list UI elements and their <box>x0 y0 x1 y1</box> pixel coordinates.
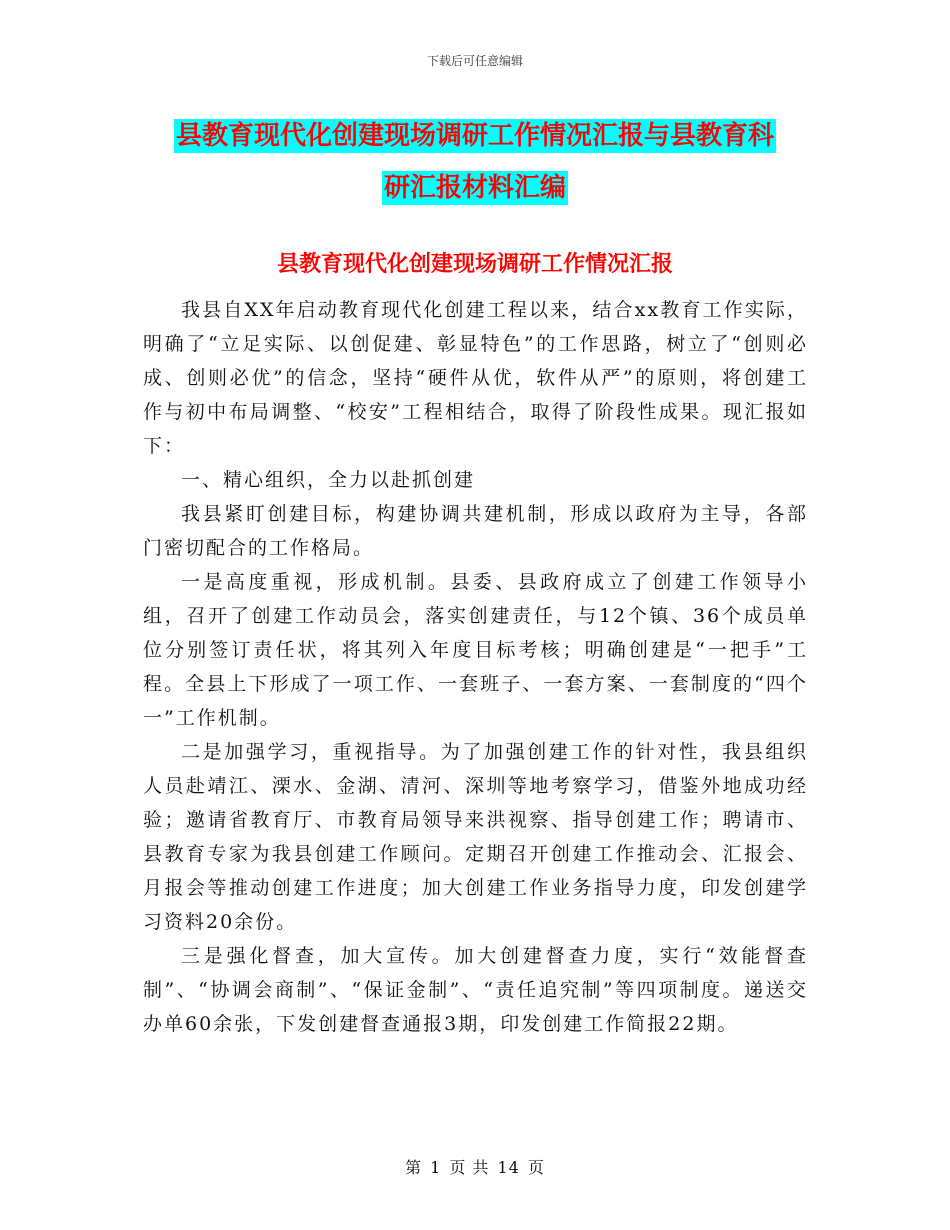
section-title: 县教育现代化创建现场调研工作情况汇报 <box>276 251 673 277</box>
paragraph: 一、精心组织，全力以赴抓创建 <box>181 469 476 491</box>
paragraph: 二是加强学习，重视指导。为了加强创建工作的针对性，我县组织人员赴靖江、溧水、金湖、清河、深圳等地考察学习，借鉴外地成功经验；邀请省教育厅、市教育局领导来洪视察、指导创建工作；聘请市、县教育专家为我县创建工作顾问。定期召开创建工作推动会、汇报会、月报会等推动创建工作进度；加大创建工作业务指导力度，印发创建学习资料20余份。 <box>143 741 808 933</box>
body-text <box>143 293 808 1041</box>
footer-prefix: 第 <box>405 1158 423 1177</box>
paragraph: 一是高度重视，形成机制。县委、县政府成立了创建工作领导小组，召开了创建工作动员会，落实创建责任，与12个镇、36个成员单位分别签订责任状，将其列入年度目标考核；明确创建是“一把手”工程。全县上下形成了一项工作、一套班子、一套方案、一套制度的“四个一”工作机制。 <box>143 571 808 729</box>
footer-total-pages: 14 <box>497 1158 520 1177</box>
header-note: 下载后可任意编辑 <box>426 54 523 68</box>
footer-page-number: 1 <box>430 1158 442 1177</box>
footer-middle: 页 共 <box>449 1158 490 1177</box>
main-title-line2: 研汇报材料汇编 <box>383 173 566 203</box>
paragraph: 我县紧盯创建目标，构建协调共建机制，形成以政府为主导，各部门密切配合的工作格局。 <box>143 503 808 559</box>
main-title <box>140 110 810 214</box>
page-footer <box>0 1155 950 1178</box>
footer-suffix: 页 <box>527 1158 545 1177</box>
paragraph: 我县自XX年启动教育现代化创建工程以来，结合xx教育工作实际，明确了“立足实际、以创促建、彰显特色”的工作思路，树立了“创则必成、创则必优”的信念，坚持“硬件从优，软件从严”的原则，将创建工作与初中布局调整、“校安”工程相结合，取得了阶段性成果。现汇报如下： <box>143 299 808 457</box>
main-title-line1: 县教育现代化创建现场调研工作情况汇报与县教育科 <box>175 121 774 151</box>
paragraph: 三是强化督查，加大宣传。加大创建督查力度，实行“效能督查制”、“协调会商制”、“保证金制”、“责任追究制”等四项制度。递送交办单60余张，下发创建督查通报3期，印发创建工作简报22期。 <box>143 945 808 1035</box>
